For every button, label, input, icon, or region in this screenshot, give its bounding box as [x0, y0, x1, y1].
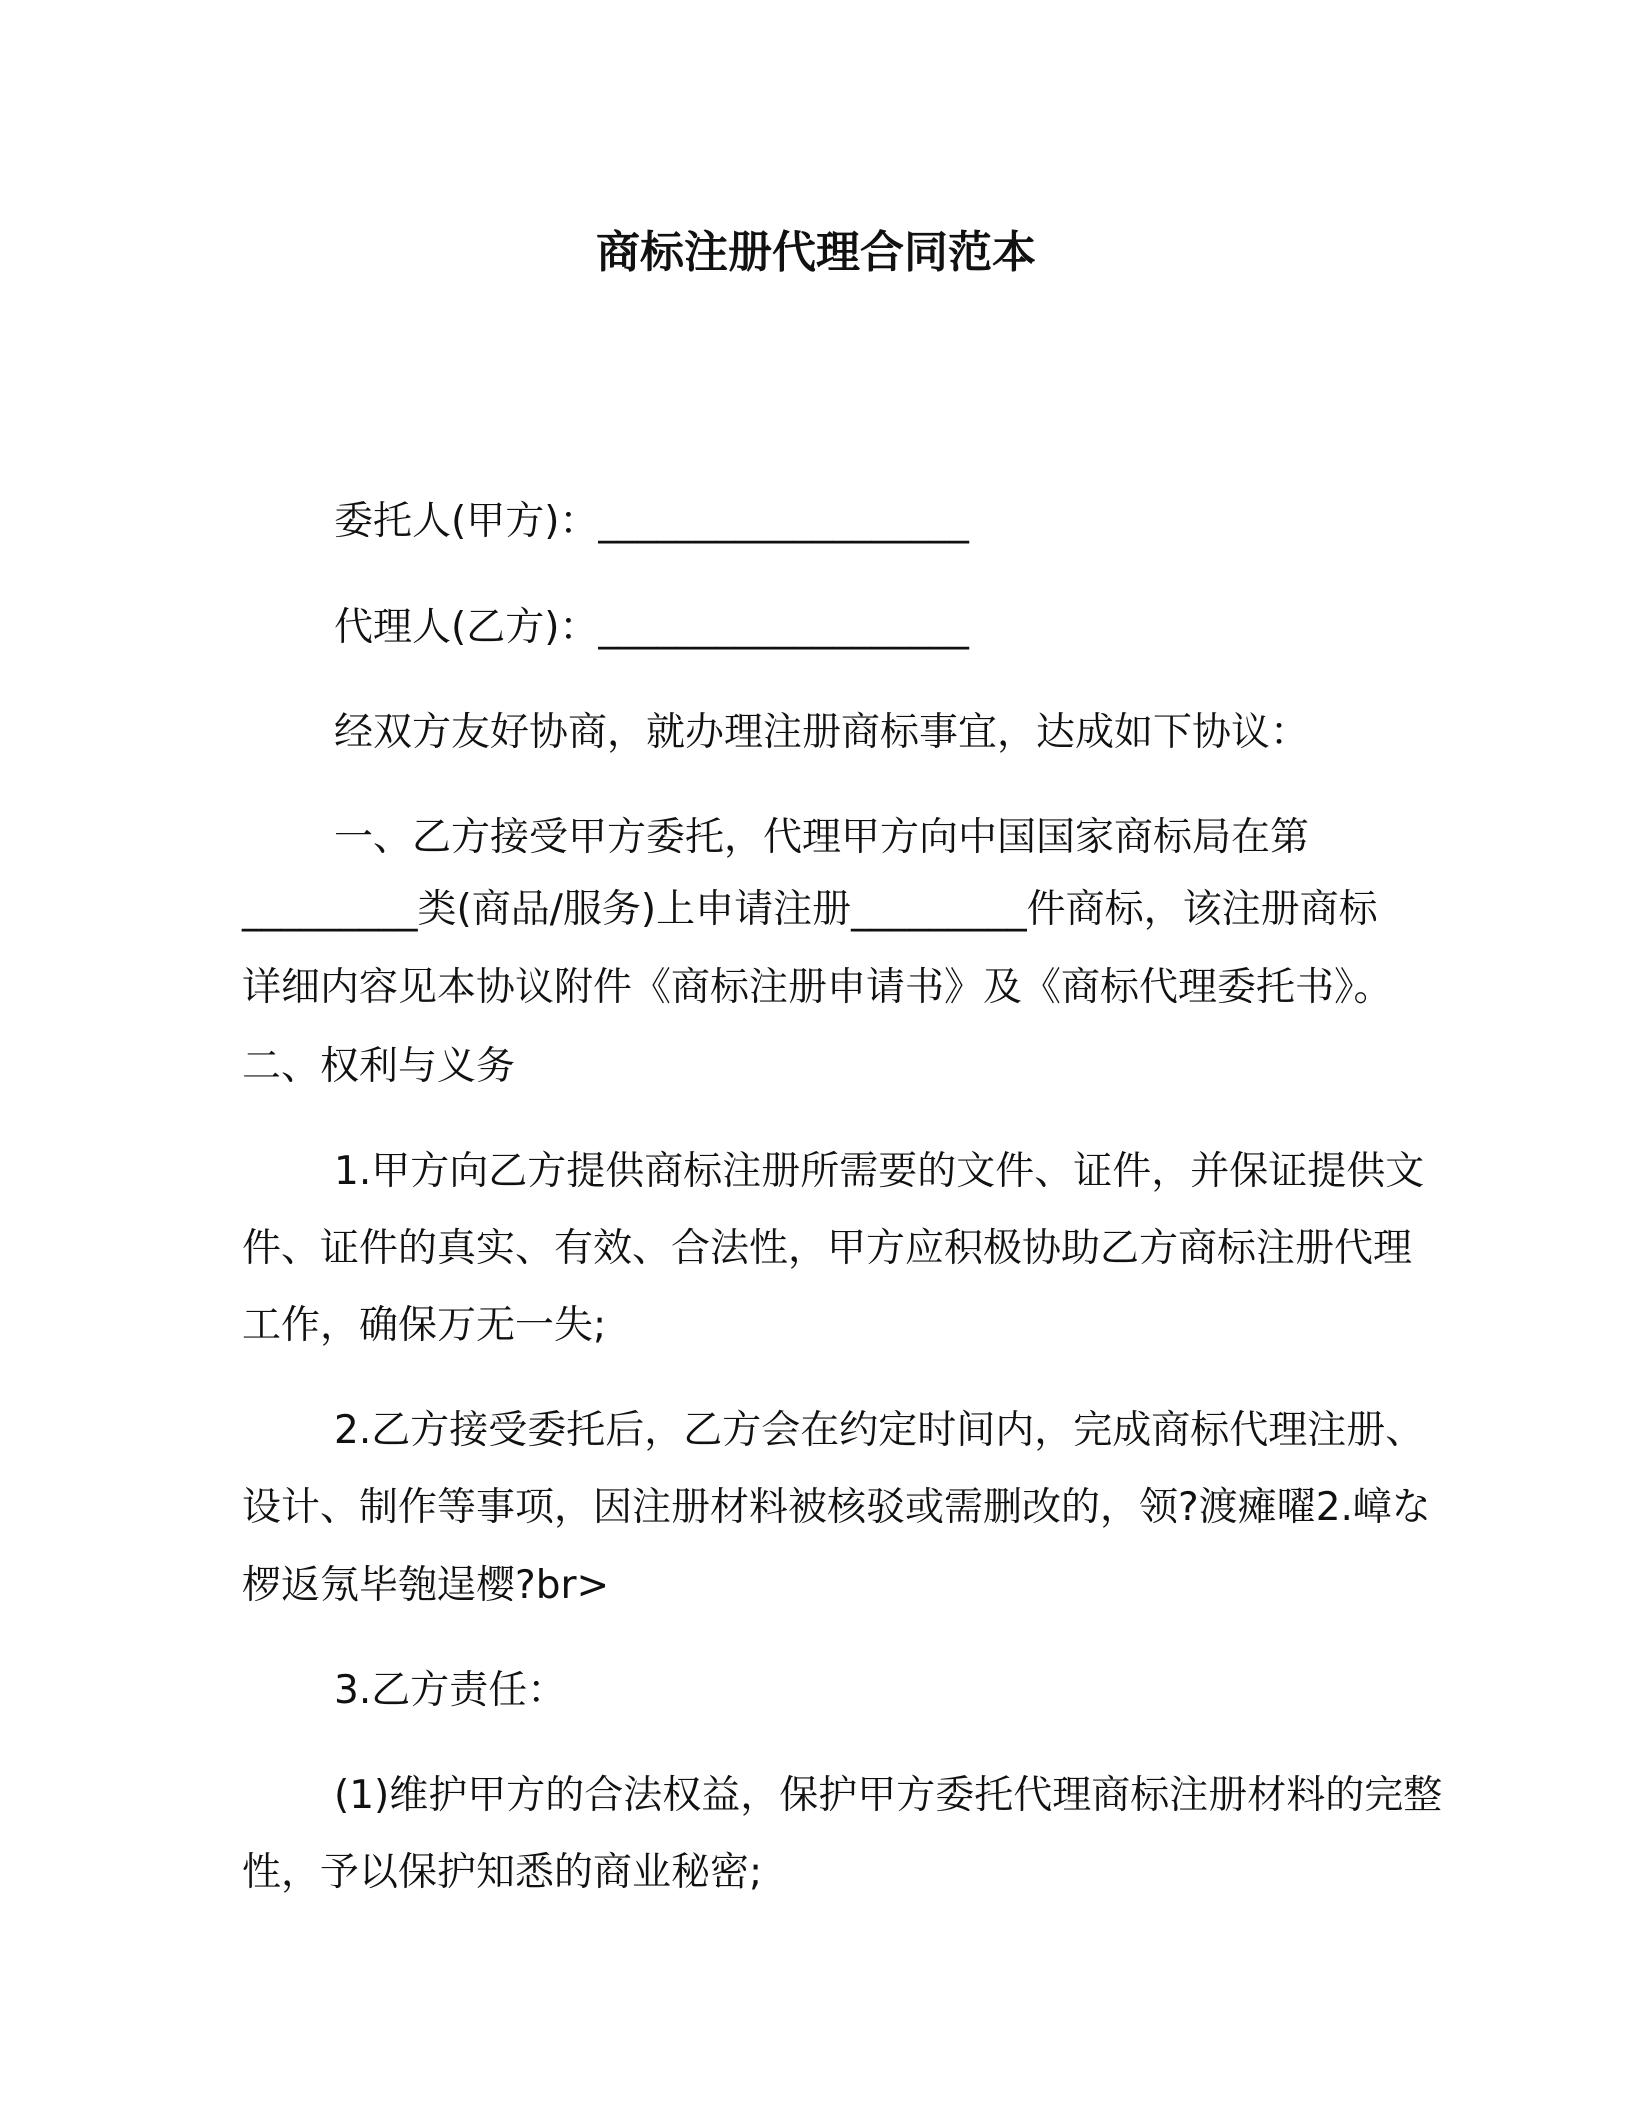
item3-1-line1: (1)维护甲方的合法权益，保护甲方委托代理商标注册材料的完整: [334, 1773, 1443, 1818]
clause1-line2: _________类(商品/服务)上申请注册_________件商标，该注册商标: [242, 887, 1378, 932]
party-a-line: 委托人(甲方)：___________________: [334, 499, 969, 544]
item1-line1: 1.甲方向乙方提供商标注册所需要的文件、证件，并保证提供文: [334, 1149, 1425, 1194]
item3-1-line2: 性，予以保护知悉的商业秘密;: [242, 1850, 763, 1895]
item2-line3: 椤返氖毕匏逞樱?br>: [242, 1563, 610, 1608]
item2-line1: 2.乙方接受委托后，乙方会在约定时间内，完成商标代理注册、: [334, 1408, 1425, 1453]
section2-heading: 二、权利与义务: [242, 1044, 516, 1089]
item1-line2: 件、证件的真实、有效、合法性，甲方应积极协助乙方商标注册代理: [242, 1226, 1413, 1271]
clause1-line1: 一、乙方接受甲方委托，代理甲方向中国国家商标局在第: [334, 815, 1310, 860]
intro-paragraph: 经双方友好协商，就办理注册商标事宜，达成如下协议：: [334, 710, 1310, 755]
page-title: 商标注册代理合同范本: [596, 227, 1036, 278]
clause1-line3: 详细内容见本协议附件《商标注册申请书》及《商标代理委托书》。: [242, 965, 1393, 1010]
item3-heading: 3.乙方责任：: [334, 1668, 567, 1713]
item2-line2: 设计、制作等事项，因注册材料被核驳或需删改的，领?渡瘫曜2.嶂な: [242, 1485, 1431, 1530]
party-b-line: 代理人(乙方)：___________________: [334, 605, 969, 650]
item1-line3: 工作，确保万无一失;: [242, 1303, 607, 1348]
